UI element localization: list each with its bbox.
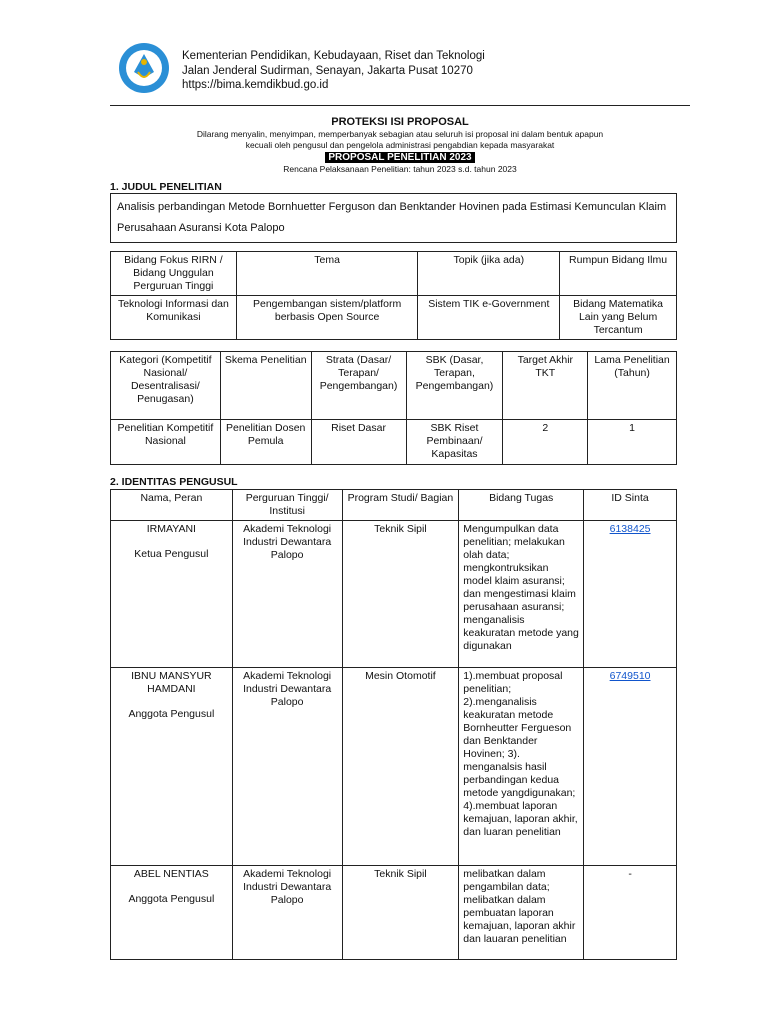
cat-sbk: SBK Riset Pembinaan/ Kapasitas <box>406 420 503 465</box>
proposer-name-role <box>111 668 233 866</box>
proposer-role: Anggota Pengusul <box>128 893 215 905</box>
research-title: Analisis perbandingan Metode Bornhuetter Ferguson dan Benktander Hovinen pada Estimasi Kemunculan Klaim Perusahaan Asuransi Kota Palopo <box>111 194 677 243</box>
proposer-role: Ketua Pengusul <box>134 548 209 560</box>
focus-rumpun: Bidang Matematika Lain yang Belum Tercantum <box>560 296 677 340</box>
cat-header-sbk: SBK (Dasar, Terapan, Pengembangan) <box>406 352 503 420</box>
proposer-header-tugas: Bidang Tugas <box>459 490 584 521</box>
proposer-institution: Akademi Teknologi Industri Dewantara Palopo <box>232 521 342 668</box>
proposer-program: Mesin Otomotif <box>342 668 459 866</box>
focus-table <box>110 251 677 340</box>
sinta-id-link[interactable]: 6138425 <box>609 523 651 535</box>
proposer-header-nama: Nama, Peran <box>111 490 233 521</box>
focus-header-row <box>111 252 677 296</box>
proposer-program: Teknik Sipil <box>342 866 459 960</box>
proposer-header-row <box>111 490 677 521</box>
focus-header-tema: Tema <box>236 252 418 296</box>
org-name: Kementerian Pendidikan, Kebudayaan, Riset dan Teknologi <box>182 50 485 62</box>
cat-header-kategori: Kategori (Kompetitif Nasional/ Desentralisasi/ Penugasan) <box>111 352 221 420</box>
focus-header-bidang: Bidang Fokus RIRN / Bidang Unggulan Perguruan Tinggi <box>111 252 237 296</box>
cat-header-skema: Skema Penelitian <box>220 352 311 420</box>
proposer-header-sinta: ID Sinta <box>584 490 677 521</box>
table-row <box>111 521 677 668</box>
proposer-duties: Mengumpulkan data penelitian; melakukan olah data; mengkontruksikan model klaim asuransi; dan mengestimasi klaim perusahaan asuransi; menganalisis keakuratan metode yang digunakan <box>459 521 584 668</box>
kemdikbud-logo <box>116 42 172 94</box>
proposal-banner-wrap <box>110 152 690 163</box>
focus-tema: Pengembangan sistem/platform berbasis Open Source <box>236 296 418 340</box>
proposer-table <box>110 489 677 960</box>
cat-header-strata: Strata (Dasar/ Terapan/ Pengembangan) <box>311 352 406 420</box>
section-1-heading: 1. JUDUL PENELITIAN <box>110 181 222 193</box>
focus-bidang: Teknologi Informasi dan Komunikasi <box>111 296 237 340</box>
proposer-name-role <box>111 866 233 960</box>
focus-topik: Sistem TIK e-Government <box>418 296 560 340</box>
category-table <box>110 351 677 465</box>
proposer-name: IBNU MANSYUR HAMDANI <box>131 670 212 695</box>
org-website: https://bima.kemdikbud.go.id <box>182 79 329 91</box>
proposer-name: ABEL NENTIAS <box>133 868 209 880</box>
focus-header-rumpun: Rumpun Bidang Ilmu <box>560 252 677 296</box>
cat-lama: 1 <box>588 420 677 465</box>
proposer-role: Anggota Pengusul <box>128 708 215 720</box>
notice-line-1: Dilarang menyalin, menyimpan, memperbanyak sebagian atau seluruh isi proposal ini dalam bentuk apapun <box>196 129 604 139</box>
cat-strata: Riset Dasar <box>311 420 406 465</box>
research-plan: Rencana Pelaksanaan Penelitian: tahun 2023 s.d. tahun 2023 <box>283 164 517 174</box>
table-row <box>111 668 677 866</box>
category-data-row <box>111 420 677 465</box>
focus-data-row <box>111 296 677 340</box>
protection-notice <box>110 129 690 151</box>
focus-header-topik: Topik (jika ada) <box>418 252 560 296</box>
proposer-sinta-cell <box>584 668 677 866</box>
research-title-table <box>110 193 677 243</box>
proposal-banner: PROPOSAL PENELITIAN 2023 <box>325 152 474 163</box>
cat-skema: Penelitian Dosen Pemula <box>220 420 311 465</box>
category-header-row <box>111 352 677 420</box>
proposer-institution: Akademi Teknologi Industri Dewantara Palopo <box>232 866 342 960</box>
proposer-institution: Akademi Teknologi Industri Dewantara Palopo <box>232 668 342 866</box>
proposer-duties: melibatkan dalam pengambilan data; melibatkan dalam pembuatan laporan kemajuan, laporan akhir dan lauaran penelitian <box>459 866 584 960</box>
proposer-program: Teknik Sipil <box>342 521 459 668</box>
proposer-name: IRMAYANI <box>146 523 196 535</box>
cat-header-lama: Lama Penelitian (Tahun) <box>588 352 677 420</box>
proposer-sinta-cell <box>584 521 677 668</box>
table-row <box>111 866 677 960</box>
protection-title: PROTEKSI ISI PROPOSAL <box>331 116 469 128</box>
cat-tkt: 2 <box>503 420 588 465</box>
notice-line-2: kecuali oleh pengusul dan pengelola administrasi pengabdian kepada masyarakat <box>245 140 555 150</box>
cat-kategori: Penelitian Kompetitif Nasional <box>111 420 221 465</box>
sinta-id-link[interactable]: 6749510 <box>609 670 651 682</box>
institution-header <box>182 49 485 93</box>
section-2-heading: 2. IDENTITAS PENGUSUL <box>110 476 238 488</box>
org-address: Jalan Jenderal Sudirman, Senayan, Jakarta Pusat 10270 <box>182 64 473 77</box>
proposer-header-prodi: Program Studi/ Bagian <box>342 490 459 521</box>
proposer-duties: 1).membuat proposal penelitian; 2).menganalisis keakuratan metode Bornheutter Fergueson dan Benktander Hovinen; 3). menganalsis hasil perbandingan kedua metode yangdigunakan; 4).membuat laporan kemajuan, laporan akhir, dan luaran penelitian <box>459 668 584 866</box>
proposer-sinta: - <box>584 866 677 960</box>
proposer-header-institusi: Perguruan Tinggi/ Institusi <box>232 490 342 521</box>
cat-header-tkt: Target Akhir TKT <box>503 352 588 420</box>
header-divider <box>110 105 690 106</box>
proposer-name-role <box>111 521 233 668</box>
